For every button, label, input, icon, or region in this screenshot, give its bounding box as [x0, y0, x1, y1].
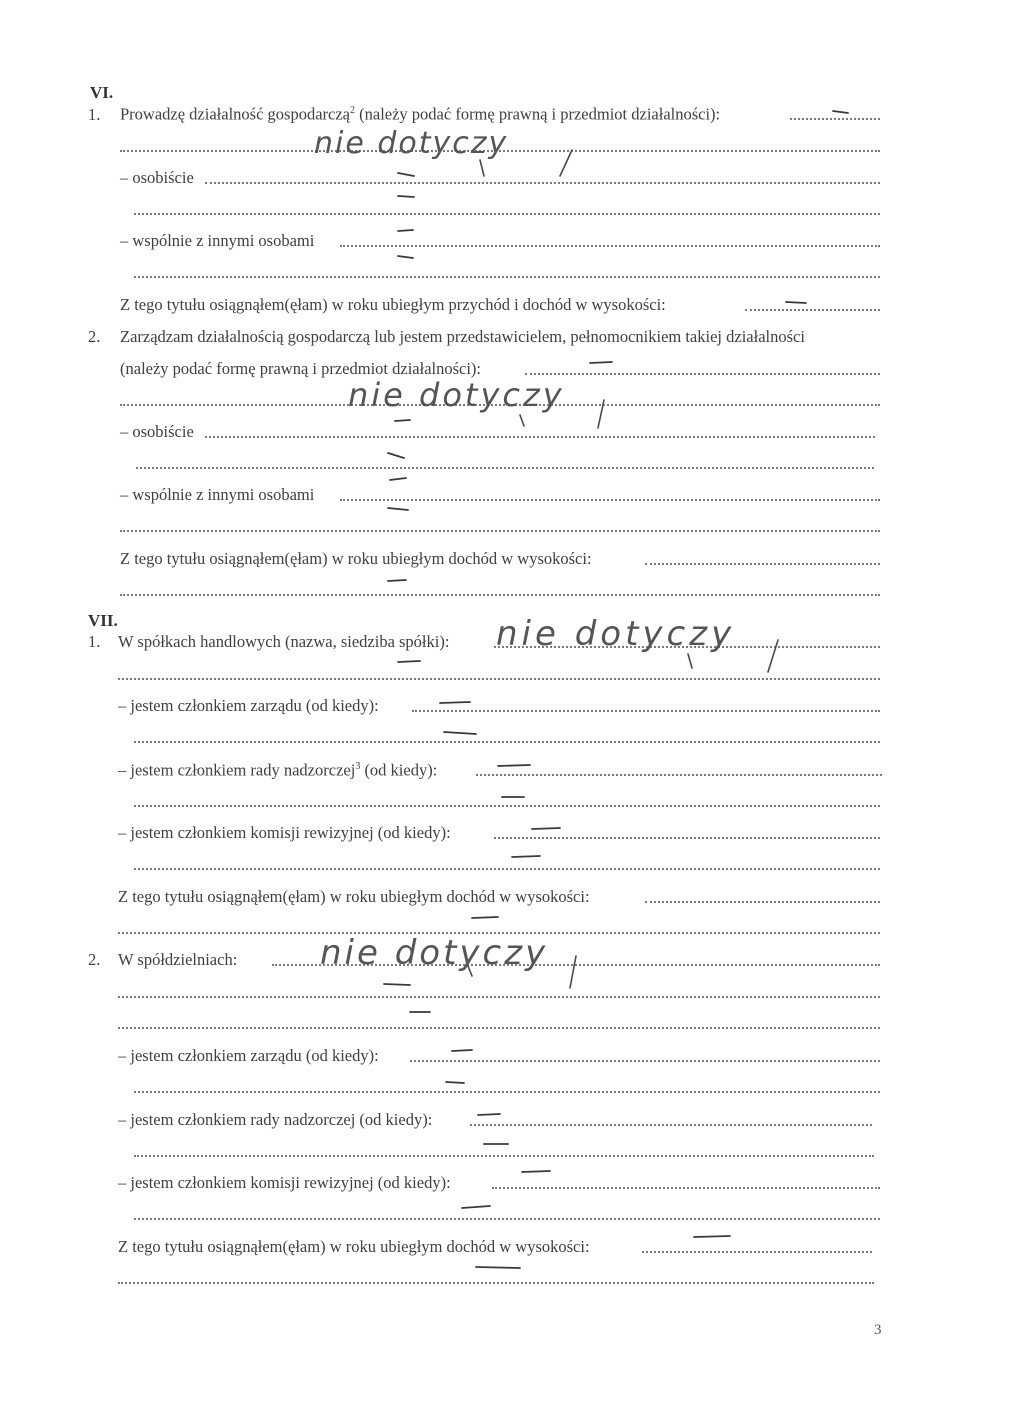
vi-item2-income-field-line2[interactable]	[120, 594, 880, 596]
vi-item1-jointly-field-line2[interactable]	[134, 276, 880, 278]
vii-item2-income-field-line2[interactable]	[118, 1282, 874, 1284]
vii-item1-supervisory-field-line2[interactable]	[134, 805, 880, 807]
vii-item2-board-field[interactable]	[410, 1060, 880, 1062]
vi-item2-jointly-field[interactable]	[340, 499, 880, 501]
vi-item1-field[interactable]	[790, 118, 880, 120]
vii-item1-audit-label: – jestem członkiem komisji rewizyjnej (od kiedy):	[118, 823, 451, 842]
svg-text:nie dotyczy: nie dotyczy	[314, 126, 509, 161]
vii-item1-board-field[interactable]	[412, 710, 880, 712]
vi-item1-jointly-label: – wspólnie z innymi osobami	[120, 231, 315, 250]
vii-item2-field-line2[interactable]	[118, 996, 880, 998]
vii-item2-field-line3[interactable]	[118, 1027, 880, 1029]
svg-text:nie dotyczy: nie dotyczy	[348, 376, 565, 414]
vii-item1-audit-field[interactable]	[494, 837, 880, 839]
page-number: 3	[874, 1322, 882, 1338]
vii-item1-income-field-line2[interactable]	[118, 932, 880, 934]
vii-item2-board-label: – jestem członkiem zarządu (od kiedy):	[118, 1046, 379, 1065]
vii-item1-supervisory-label: – jestem członkiem rady nadzorczej$^3$ (od kiedy):	[118, 760, 438, 780]
vi-item1-income-label: Z tego tytułu osiągnąłem(ęłam) w roku ubiegłym przychód i dochód w wysokości:	[120, 295, 666, 314]
section-vi-heading: VI.	[90, 83, 114, 102]
vi-item2-jointly-label: – wspólnie z innymi osobami	[120, 485, 315, 504]
vi-item2-label-line1: Zarządzam działalnością gospodarczą lub jestem przedstawicielem, pełnomocnikiem takiej działalności	[120, 327, 805, 346]
svg-text:nie dotyczy: nie dotyczy	[320, 933, 549, 973]
vi-item2-income-label: Z tego tytułu osiągnąłem(ęłam) w roku ubiegłym dochód w wysokości:	[120, 549, 592, 568]
vii-item2-income-field[interactable]	[642, 1251, 872, 1253]
vii-item1-income-label: Z tego tytułu osiągnąłem(ęłam) w roku ubiegłym dochód w wysokości:	[118, 887, 590, 906]
vi-item1-personal-field-line2[interactable]	[134, 213, 880, 215]
vii-item1-supervisory-field[interactable]	[476, 774, 882, 776]
vi-item2-field-line2[interactable]	[120, 404, 880, 406]
vii-item2-field[interactable]	[272, 964, 880, 966]
vii-item1-number: 1.	[88, 632, 101, 651]
section-vii-heading: VII.	[88, 611, 118, 630]
vi-item2-label-line2: (należy podać formę prawną i przedmiot działalności):	[120, 359, 482, 378]
svg-text:nie dotyczy: nie dotyczy	[496, 614, 736, 654]
vi-item1-label: Prowadzę działalność gospodarczą$^2$ (należy podać formę prawną i przedmiot działalności):	[120, 104, 721, 124]
vi-item2-personal-field-line2[interactable]	[136, 467, 874, 469]
vi-item1-field-line2[interactable]	[120, 150, 880, 152]
vi-item2-jointly-field-line2[interactable]	[120, 530, 880, 532]
vi-item2-number: 2.	[88, 327, 101, 346]
vii-item2-board-field-line2[interactable]	[134, 1091, 880, 1093]
vii-item2-number: 2.	[88, 950, 101, 969]
vii-item2-income-label: Z tego tytułu osiągnąłem(ęłam) w roku ubiegłym dochód w wysokości:	[118, 1237, 590, 1256]
vii-item1-label: W spółkach handlowych (nazwa, siedziba spółki):	[118, 632, 450, 651]
vii-item2-audit-field-line2[interactable]	[134, 1218, 880, 1220]
vi-item2-field[interactable]	[525, 373, 880, 375]
vii-item1-board-label: – jestem członkiem zarządu (od kiedy):	[118, 696, 379, 715]
vi-item2-income-field[interactable]	[645, 563, 880, 565]
vii-item1-board-field-line2[interactable]	[134, 741, 880, 743]
vii-item2-supervisory-label: – jestem członkiem rady nadzorczej (od kiedy):	[118, 1110, 433, 1129]
vii-item2-supervisory-field[interactable]	[470, 1124, 872, 1126]
vii-item2-audit-label: – jestem członkiem komisji rewizyjnej (od kiedy):	[118, 1173, 451, 1192]
vii-item2-label: W spółdzielniach:	[118, 950, 238, 969]
vii-item2-audit-field[interactable]	[492, 1187, 880, 1189]
vi-item1-personal-field[interactable]	[205, 182, 880, 184]
vii-item1-handwritten-answer	[494, 612, 794, 671]
vi-item1-number: 1.	[88, 105, 101, 124]
vi-item1-handwritten-answer	[312, 126, 592, 181]
vii-item1-field-line2[interactable]	[118, 678, 880, 680]
vii-item1-audit-field-line2[interactable]	[134, 868, 880, 870]
vii-item2-handwritten-answer	[318, 930, 608, 989]
vii-item1-field[interactable]	[494, 646, 880, 648]
vi-item2-personal-field[interactable]	[205, 436, 875, 438]
vi-item1-income-field[interactable]	[745, 309, 880, 311]
vii-item1-income-field[interactable]	[645, 901, 880, 903]
vii-item2-supervisory-field-line2[interactable]	[134, 1155, 874, 1157]
vi-item1-personal-label: – osobiście	[120, 168, 194, 187]
vi-item1-jointly-field[interactable]	[340, 245, 880, 247]
vi-item2-personal-label: – osobiście	[120, 422, 194, 441]
